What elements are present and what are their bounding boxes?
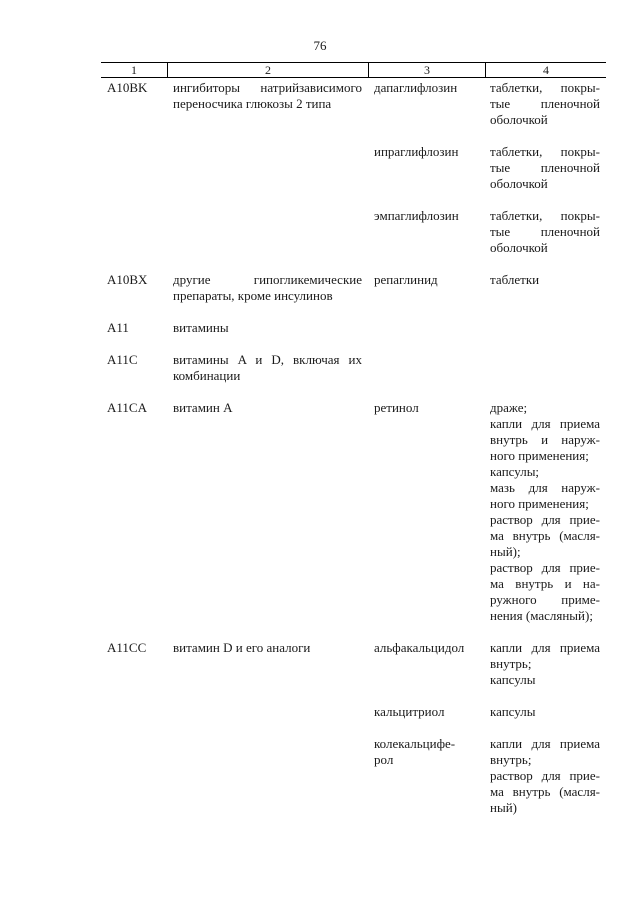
drug-name: ипраглифлозин bbox=[374, 144, 459, 159]
dosage-forms bbox=[485, 80, 606, 128]
dosage-form-line: раствор для прие- bbox=[490, 768, 600, 783]
group-line: комбинации bbox=[173, 368, 241, 383]
dosage-form-line: тые пленочной bbox=[490, 96, 600, 111]
dosage-form-line: ма внутрь и на- bbox=[490, 576, 600, 591]
dosage-forms bbox=[485, 208, 606, 256]
atc-code: A11CC bbox=[107, 640, 147, 655]
atc-code: A11CA bbox=[107, 400, 147, 415]
anatomical-group bbox=[167, 208, 368, 256]
dosage-form-line: нения (масляный); bbox=[490, 608, 593, 623]
dosage-form-line: раствор для прие- bbox=[490, 560, 600, 575]
header-col-2: 2 bbox=[167, 63, 368, 77]
atc-code bbox=[101, 144, 167, 192]
table-row bbox=[101, 352, 606, 384]
table-row bbox=[101, 208, 606, 256]
header-col-3: 3 bbox=[368, 63, 485, 77]
dosage-form-line: таблетки bbox=[490, 272, 540, 287]
dosage-form-line: ного применения; bbox=[490, 496, 589, 511]
drug-name-line: рол bbox=[374, 752, 394, 767]
header-col-1: 1 bbox=[131, 63, 137, 77]
drug-name: дапаглифлозин bbox=[374, 80, 458, 95]
drug-name: альфакальцидол bbox=[374, 640, 465, 655]
dosage-form-line: капсулы bbox=[490, 704, 536, 719]
dosage-form-line: ма внутрь (масля- bbox=[490, 784, 600, 799]
atc-code: A11 bbox=[107, 320, 129, 335]
drug-name: эмпаглифлозин bbox=[374, 208, 459, 223]
dosage-forms bbox=[485, 400, 606, 624]
atc-code: A11C bbox=[107, 352, 138, 367]
group-line: ингибиторы натрийзависимого bbox=[173, 80, 362, 95]
dosage-forms bbox=[485, 352, 606, 384]
group-line: витамины A и D, включая их bbox=[173, 352, 362, 367]
atc-code bbox=[101, 736, 167, 816]
anatomical-group: витамин D и его аналоги bbox=[173, 640, 311, 655]
anatomical-group bbox=[167, 704, 368, 720]
anatomical-group: витамины bbox=[173, 320, 229, 335]
dosage-forms bbox=[485, 144, 606, 192]
atc-code bbox=[101, 208, 167, 256]
anatomical-group: витамин A bbox=[173, 400, 233, 415]
drug-name bbox=[368, 352, 485, 384]
dosage-forms bbox=[485, 736, 606, 816]
dosage-form-line: ный); bbox=[490, 544, 521, 559]
dosage-form-line: ный) bbox=[490, 800, 517, 815]
table-row bbox=[101, 704, 606, 720]
dosage-form-line: оболочкой bbox=[490, 240, 548, 255]
group-line: переносчика глюкозы 2 типа bbox=[173, 96, 332, 111]
dosage-form-line: ного применения; bbox=[490, 448, 589, 463]
dosage-form-line: капли для приема bbox=[490, 736, 600, 751]
dosage-form-line: капли для приема bbox=[490, 640, 600, 655]
dosage-form-line: внутрь; bbox=[490, 656, 532, 671]
dosage-form-line: тые пленочной bbox=[490, 160, 600, 175]
table-header bbox=[101, 62, 606, 78]
group-line: препараты, кроме инсулинов bbox=[173, 288, 333, 303]
anatomical-group bbox=[167, 80, 368, 128]
dosage-form-line: внутрь и наруж- bbox=[490, 432, 600, 447]
atc-code: A10BX bbox=[107, 272, 148, 287]
drug-name: репаглинид bbox=[374, 272, 438, 287]
dosage-form-line: капли для приема bbox=[490, 416, 600, 431]
dosage-forms bbox=[485, 272, 606, 304]
dosage-form-line: оболочкой bbox=[490, 176, 548, 191]
table-row bbox=[101, 640, 606, 688]
drug-name bbox=[368, 736, 485, 816]
dosage-form-line: внутрь; bbox=[490, 752, 532, 767]
drug-name-line: колекальцифе- bbox=[374, 736, 456, 751]
dosage-form-line: мазь для наруж- bbox=[490, 480, 600, 495]
header-col-4: 4 bbox=[485, 63, 606, 77]
dosage-form-line: таблетки, покры- bbox=[490, 144, 600, 159]
anatomical-group bbox=[167, 736, 368, 816]
table-row bbox=[101, 400, 606, 624]
anatomical-group bbox=[167, 272, 368, 304]
drug-table bbox=[101, 62, 606, 816]
dosage-form-line: таблетки, покры- bbox=[490, 80, 600, 95]
drug-name bbox=[368, 320, 485, 336]
drug-name: ретинол bbox=[374, 400, 419, 415]
group-line: другие гипогликемические bbox=[173, 272, 362, 287]
dosage-forms bbox=[485, 640, 606, 688]
drug-name: кальцитриол bbox=[374, 704, 445, 719]
dosage-form-line: ма внутрь (масля- bbox=[490, 528, 600, 543]
dosage-form-line: таблетки, покры- bbox=[490, 208, 600, 223]
dosage-form-line: драже; bbox=[490, 400, 528, 415]
dosage-forms bbox=[485, 320, 606, 336]
anatomical-group bbox=[167, 352, 368, 384]
table-row bbox=[101, 736, 606, 816]
dosage-form-line: тые пленочной bbox=[490, 224, 600, 239]
dosage-form-line: капсулы; bbox=[490, 464, 540, 479]
table-row bbox=[101, 272, 606, 304]
dosage-form-line: капсулы bbox=[490, 672, 536, 687]
anatomical-group bbox=[167, 144, 368, 192]
dosage-form-line: оболочкой bbox=[490, 112, 548, 127]
dosage-form-line: ружного приме- bbox=[490, 592, 600, 607]
atc-code: A10BK bbox=[107, 80, 148, 95]
atc-code bbox=[101, 704, 167, 720]
dosage-form-line: раствор для прие- bbox=[490, 512, 600, 527]
table-row bbox=[101, 144, 606, 192]
page-number: 76 bbox=[313, 38, 327, 53]
dosage-forms bbox=[485, 704, 606, 720]
table-row bbox=[101, 80, 606, 128]
table-body bbox=[101, 80, 606, 816]
table-row bbox=[101, 320, 606, 336]
